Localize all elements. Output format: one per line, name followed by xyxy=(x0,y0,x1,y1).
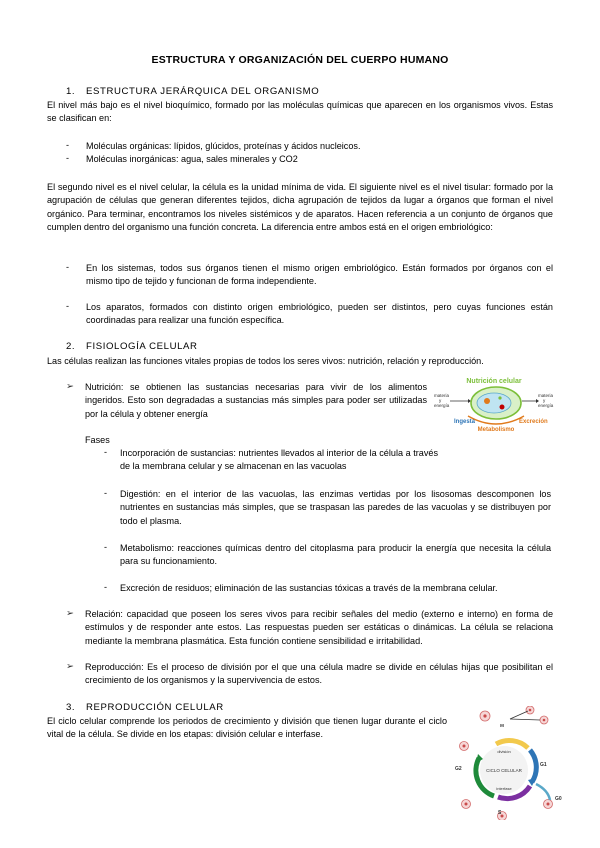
list-item-fase: Metabolismo: reacciones químicas dentro del citoplasma para producir la energía que necesita la célula para su funcionamiento. xyxy=(120,543,551,567)
section-title: REPRODUCCIÓN CELULAR xyxy=(86,702,224,713)
cycle-center-label: CICLO CELULAR xyxy=(486,768,522,773)
diagram-left-label: materia xyxy=(434,393,450,398)
svg-text:y: y xyxy=(439,398,442,403)
list-item-fase: Digestión: en el interior de las vacuolas, las enzimas vertidas por los lisosomas descomponen los nutrientes en sustancias más simples, que se traspasan las paredes de las vacuolas y se distribuyen por todo el plasma. xyxy=(120,489,551,526)
diagram-title: Nutrición celular xyxy=(466,378,522,385)
section-number: 1. xyxy=(66,86,76,97)
list-item-nutricion: Nutrición: se obtienen las sustancias necesarias para vivir de los alimentos ingeridos. Esto son degradadas a sustancias más simples para poder ser utilizadas por la célula y obtener energía xyxy=(85,382,427,419)
diagram-metabolismo: Metabolismo xyxy=(477,427,515,432)
arrow-bullet-icon: ➢ xyxy=(66,381,74,392)
list-item: En los sistemas, todos sus órganos tienen el mismo origen embriológico. Están formados por órganos con el mismo tipo de tejido y funcionan de forma independiente. xyxy=(86,263,553,287)
list-item-reproduccion: Reproducción: Es el proceso de división por el que una célula madre se divide en células hijas que posibilitan el crecimiento de los organismos y la supervivencia de estos. xyxy=(85,662,553,686)
nutricion-celular-diagram xyxy=(430,374,558,432)
document-title: ESTRUCTURA Y ORGANIZACIÓN DEL CUERPO HUMANO xyxy=(151,54,449,66)
diagram-ingesta: Ingesta xyxy=(454,419,476,425)
section-title: FISIOLOGÍA CELULAR xyxy=(86,341,198,352)
section-title: ESTRUCTURA JERÁRQUICA DEL ORGANISMO xyxy=(86,86,320,97)
paragraph: Las células realizan las funciones vitales propias de todos los seres vivos: nutrición, relación y reproducción. xyxy=(47,356,484,366)
section-number: 2. xyxy=(66,341,76,352)
svg-text:y: y xyxy=(543,398,546,403)
cycle-g1-label: G1 xyxy=(540,762,547,768)
list-item-fase: Excreción de residuos; eliminación de las sustancias tóxicas a través de la membrana celular. xyxy=(120,583,498,593)
section-2-heading xyxy=(66,341,198,352)
list-item: Los aparatos, formados con distinto origen embriológico, pueden ser distintos, pero cuyas funciones están coordinadas para realizar una función específica. xyxy=(86,302,553,326)
svg-text:energía: energía xyxy=(434,403,450,408)
fases-label: Fases xyxy=(85,435,110,445)
svg-text:energía: energía xyxy=(538,403,554,408)
list-item: Moléculas orgánicas: lípidos, glúcidos, proteínas y ácidos nucleicos. xyxy=(86,141,361,151)
paragraph: El nivel más bajo es el nivel bioquímico, formado por las moléculas químicas que aparecen en los organismos vivos. Estas se clasifican en: xyxy=(47,100,553,124)
arrow-bullet-icon: ➢ xyxy=(66,608,74,619)
cycle-g0-label: G0 xyxy=(555,796,562,802)
document-page: ESTRUCTURA Y ORGANIZACIÓN DEL CUERPO HUMANO 1. ESTRUCTURA JERÁRQUICA DEL ORGANISMO El nivel más bajo es el nivel bioquímico, formado por las moléculas químicas que aparecen en los organismos vivos. Estas se clasifican en: - Moléculas orgánicas: lípidos, glúcidos, proteínas y ácidos nucleicos. - Moléculas inorgánicas: agua, sales minerales y CO2 El segundo nivel es el nivel celular, la célula es la unidad mínima de vida. El siguiente nivel es el nivel tisular: formado por la agrupación de células que generan diferentes tejidos, dicha agrupación de tejidos da lugar a órganos que forman el nivel orgánico. Para terminar, encontramos los niveles sistémicos y de aparatos. Hacen referencia a un conjunto de órganos que cumplen dentro del organismo una función concreta. La diferencia entre ambos está en el origen embriológico: - En los sistemas, todos sus órganos tienen el mismo origen embriológico. Están formados por órganos con el mismo tipo de tejido y funcionan de forma independiente. - Los aparatos, formados con distinto origen embriológico, pueden ser distintos, pero cuyas funciones están coordinadas para realizar una función específica. 2. FISIOLOGÍA CELULAR Las células realizan las funciones vitales propias de todos los seres vivos: nutrición, relación y reproducción. ➢ Nutrición: se obtienen las sustancias necesarias para vivir de los alimentos ingeridos. Esto son degradadas a sustancias más simples para poder ser utilizadas por la célula y obtener energía Nutrición celular materia y energía materia y energía Ingesta Excreción Metabolismo Fases - Incorporación de sustancias: nutrientes llevados al interior de la célula a través de la membrana celular y se almacenan en las vacuolas - Digestión: en el interior de las vacuolas, las enzimas vertidas por los lisosomas descomponen los nutrientes en sustancias más simples, que se traspasan las paredes de las vacuolas y se distribuyen por todo el plasma. - Metabolismo: reacciones químicas dentro del citoplasma para producir la energía que necesita la célula para su funcionamiento. - Excreción de residuos; eliminación de las sustancias tóxicas a través de la membrana celular. ➢ Relación: capacidad que poseen los seres vivos para recibir señales del medio (externo e interno) en forma de estímulos y de responder ante estos. Las respuestas pueden ser estáticas o dinámicas. La célula se relaciona mediante la membrana plasmática. Esta función contiene sensibilidad e irritabilidad. ➢ Reproducción: Es el proceso de división por el que una célula madre se divide en células hijas que posibilitan el crecimiento de los organismos y la supervivencia de estos. 3. REPRODUCCIÓN CELULAR El ciclo celular comprende los periodos de crecimiento y división que tienen lugar durante el ciclo vital de la célula. Se divide en los etapas: división celular e interfase. CICLO CELULAR división interfase M G1 G0 S G2 xyxy=(0,0,600,848)
list-item-fase: Incorporación de sustancias: nutrientes llevados al interior de la célula a través de la membrana celular y se almacenan en las vacuolas xyxy=(120,448,438,472)
list-item: Moléculas inorgánicas: agua, sales minerales y CO2 xyxy=(86,154,298,164)
cell-cycle-diagram xyxy=(452,706,564,820)
paragraph: El segundo nivel es el nivel celular, la célula es la unidad mínima de vida. El siguiente nivel es el nivel tisular: formado por la agrupación de células que generan diferentes tejidos, dicha agrupación de tejidos da lugar a órganos que forman el nivel orgánico. Para terminar, encontramos los niveles sistémicos y de aparatos. Hacen referencia a un conjunto de órganos que cumplen dentro del organismo una función concreta. La diferencia entre ambos está en el origen embriológico: xyxy=(47,182,553,232)
section-number: 3. xyxy=(66,702,76,713)
cycle-m-label: M xyxy=(500,723,504,728)
section-3-heading xyxy=(66,702,224,713)
diagram-excrecion: Excreción xyxy=(519,419,548,425)
paragraph: El ciclo celular comprende los periodos de crecimiento y división que tienen lugar durante el ciclo vital de la célula. Se divide en los etapas: división celular e interfase. xyxy=(47,716,447,740)
cycle-division-label: división xyxy=(497,749,511,754)
arrow-bullet-icon: ➢ xyxy=(66,661,74,672)
section-1-heading xyxy=(66,86,319,97)
list-item-relacion: Relación: capacidad que poseen los seres vivos para recibir señales del medio (externo e interno) en forma de estímulos y de responder ante estos. Las respuestas pueden ser estáticas o dinámicas. La célula se relaciona mediante la membrana plasmática. Esta función contiene sensibilidad e irritabilidad. xyxy=(85,609,553,646)
diagram-right-label: materia xyxy=(538,393,554,398)
cycle-s-label: S xyxy=(498,810,502,816)
cycle-interfase-label: interfase xyxy=(496,786,512,791)
cycle-g2-label: G2 xyxy=(455,766,462,772)
